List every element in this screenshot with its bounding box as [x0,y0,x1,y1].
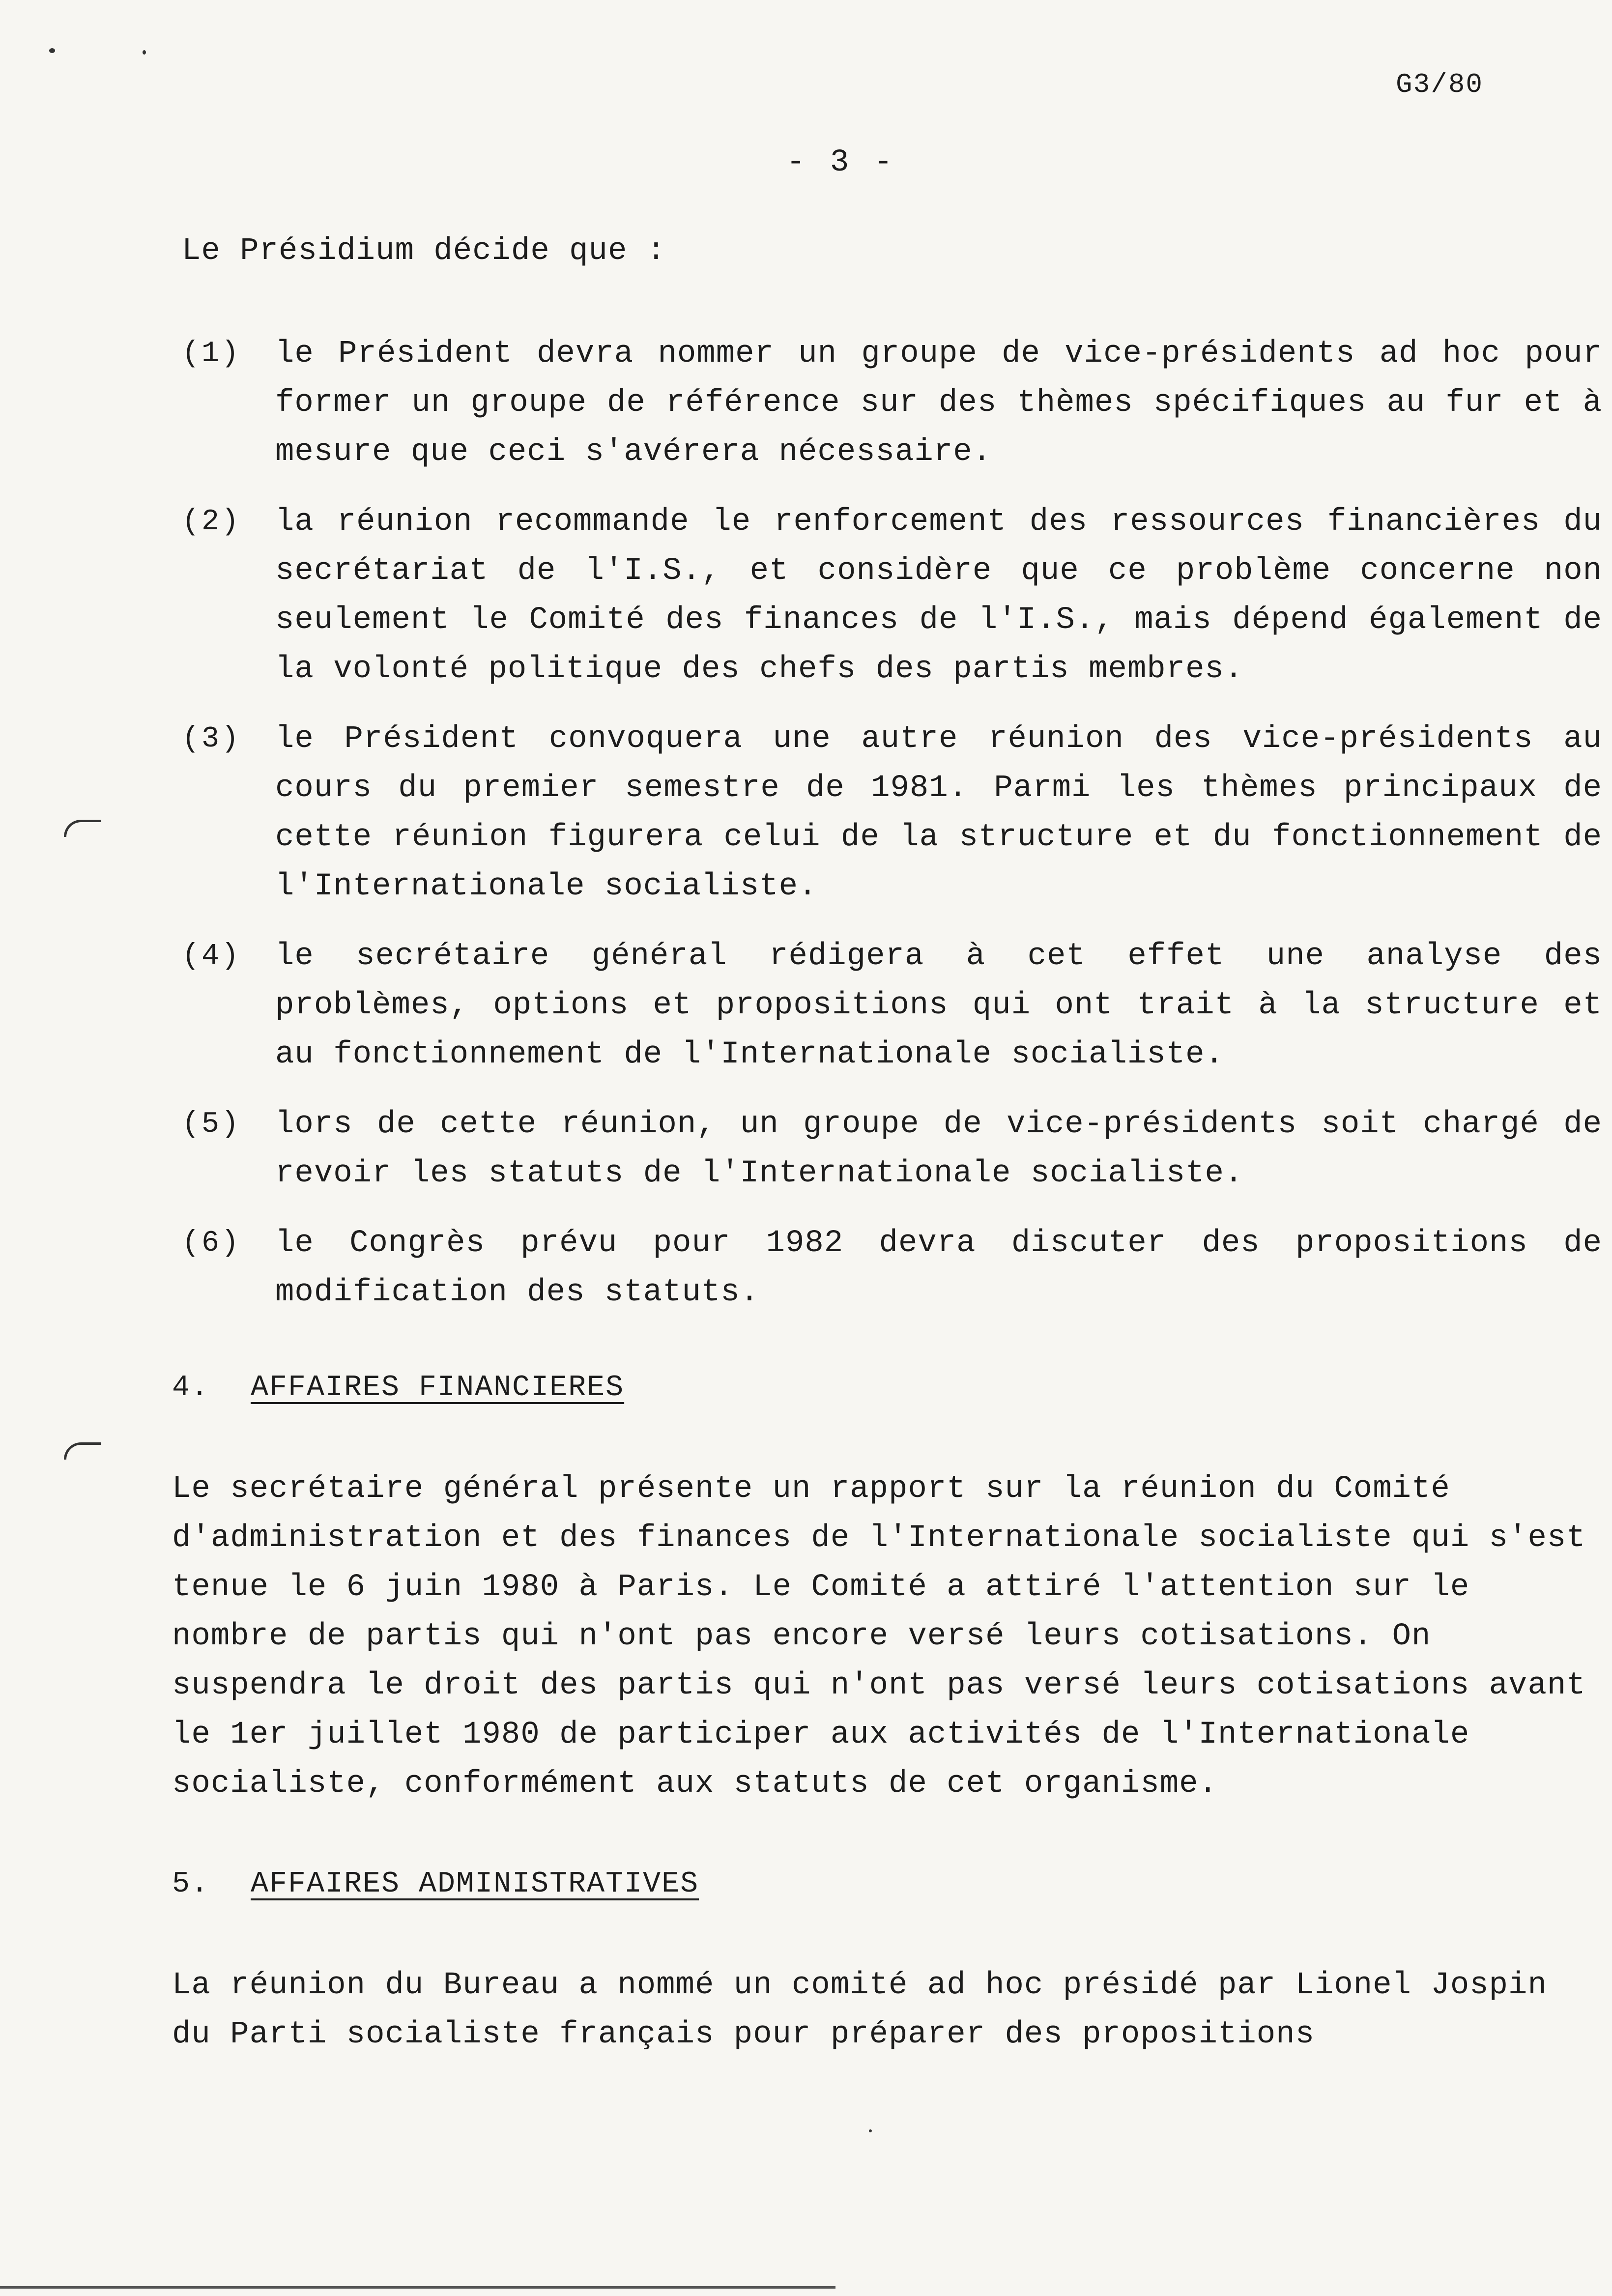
list-item [182,329,1607,477]
item-number: (5) [182,1108,241,1141]
item-text: le Président devra nommer un groupe de vice-présidents ad hoc pour former un groupe de référence sur des thèmes spécifiques au fur et à mesure que ceci s'avérera nécessaire. [275,336,1602,470]
scan-edge-line [0,2286,835,2289]
item-text: le secrétaire général rédigera à cet effet une analyse des problèmes, options et propositions qui ont trait à la structure et au fonctionnement de l'Internationale socialiste. [275,939,1602,1072]
item-number: (6) [182,1227,241,1260]
margin-mark [64,820,101,837]
item-number: (3) [182,722,241,756]
item-text: le Président convoquera une autre réunion des vice-présidents au cours du premier semestre de 1981. Parmi les thèmes principaux de cette réunion figurera celui de la structure et du fonctionnement de l'Internationale socialiste. [275,721,1602,904]
item-text: le Congrès prévu pour 1982 devra discuter des propositions de modification des statuts. [275,1226,1602,1310]
section-heading-administration [172,1867,699,1901]
item-number: (4) [182,940,241,973]
margin-speck [143,50,146,55]
list-item [182,932,1607,1079]
decision-list [182,329,1607,1338]
list-item [182,715,1607,911]
list-item [182,1219,1607,1317]
margin-mark [64,1442,101,1460]
section-paragraph-administration: La réunion du Bureau a nommé un comité ad hoc présidé par Lionel Jospin du Parti socialiste français pour préparer des propositions [172,1968,1547,2052]
section-title: AFFAIRES FINANCIERES [251,1371,625,1405]
list-item [182,1100,1607,1198]
list-item [182,497,1607,694]
intro-text: Le Présidium décide que : [182,233,666,269]
margin-speck [869,2129,872,2132]
item-text: lors de cette réunion, un groupe de vice-présidents soit chargé de revoir les statuts de l'Internationale socialiste. [275,1107,1602,1191]
item-number: (1) [182,337,241,371]
section-number: 4. [172,1371,210,1405]
section-title: AFFAIRES ADMINISTRATIVES [251,1867,699,1901]
document-reference: G3/80 [1396,69,1484,100]
item-number: (2) [182,505,241,539]
section-heading-finances [172,1371,624,1405]
item-text: la réunion recommande le renforcement des ressources financières du secrétariat de l'I.S., et considère que ce problème concerne non seulement le Comité des finances de l'I.S., mais dépend également de la volonté politique des chefs des partis membres. [275,504,1602,687]
margin-speck [49,48,55,53]
section-number: 5. [172,1867,210,1901]
page-number: - 3 - [786,145,896,180]
section-paragraph-finances: Le secrétaire général présente un rapport sur la réunion du Comité d'administration et des finances de l'Internationale socialiste qui s'est tenue le 6 juin 1980 à Paris. Le Comité a attiré l'attention sur le nombre de partis qui n'ont pas encore versé leurs cotisations. On suspendra le droit des partis qui n'ont pas versé leurs cotisations avant le 1er juillet 1980 de participer aux activités de l'Internationale socialiste, conformément aux statuts de cet organisme. [172,1471,1586,1802]
